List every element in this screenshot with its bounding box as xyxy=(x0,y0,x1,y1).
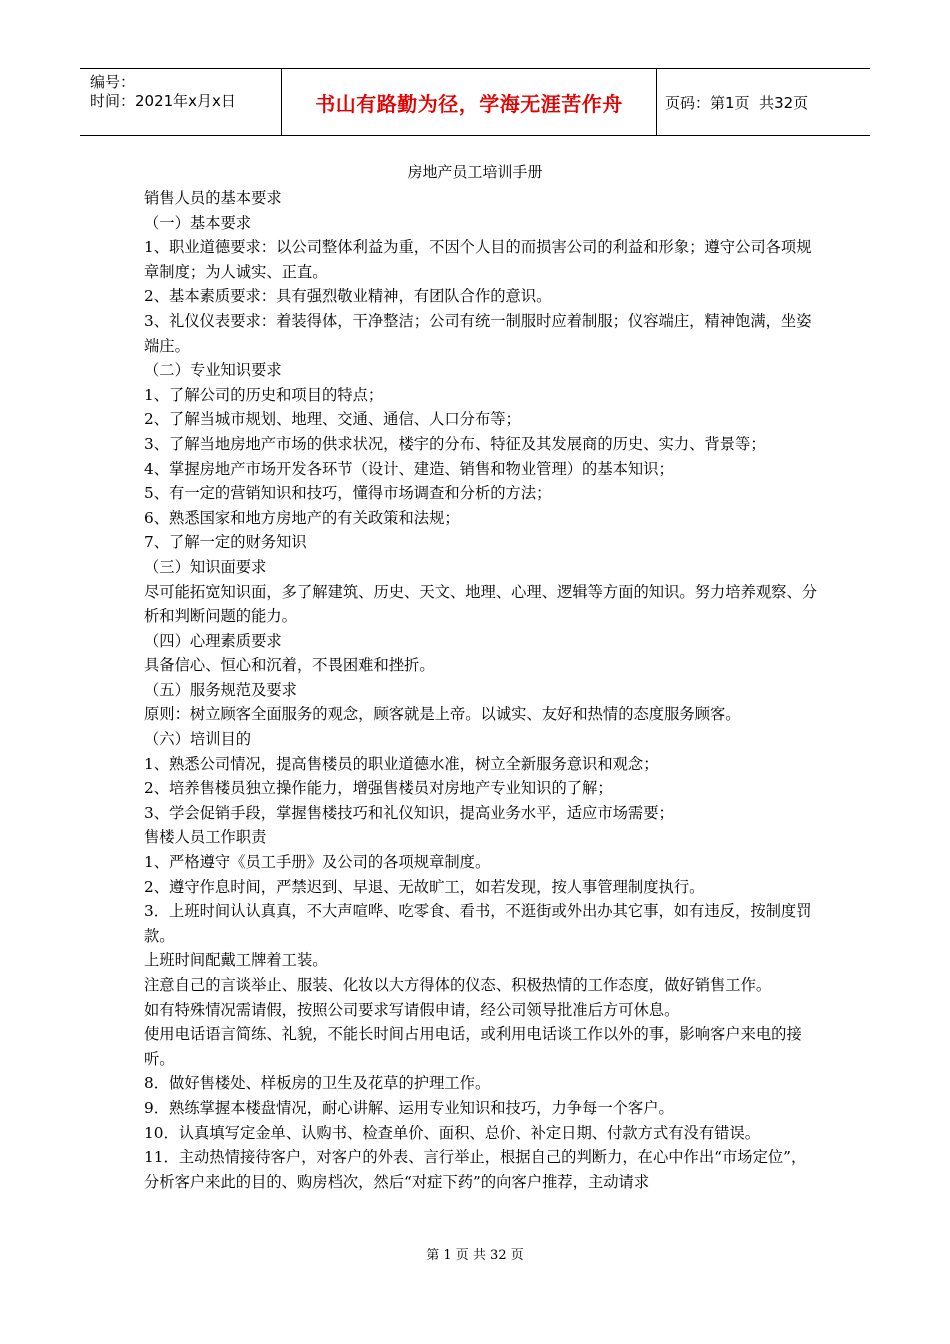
paragraph: （二）专业知识要求 xyxy=(144,361,282,380)
document-number-label: 编号： xyxy=(90,73,136,91)
paragraph: 11．主动热情接待客户，对客户的外表、言行举止，根据自己的判断力，在心中作出“市场定位”，分析客户来此的目的、购房档次，然后“对症下药”的向客户推荐，主动请求 xyxy=(144,1148,807,1191)
paragraph: 10．认真填写定金单、认购书、检查单价、面积、总价、补定日期、付款方式有没有错误。 xyxy=(144,1123,761,1142)
document-body xyxy=(144,186,818,1194)
header-info-cell xyxy=(80,69,282,135)
paragraph: 尽可能拓宽知识面，多了解建筑、历史、天文、地理、心理、逻辑等方面的知识。努力培养观察、分析和判断问题的能力。 xyxy=(144,582,818,626)
paragraph: 售楼人员工作职责 xyxy=(144,828,267,847)
paragraph: 销售人员的基本要求 xyxy=(144,189,282,207)
paragraph: 如有特殊情况需请假，按照公司要求写请假申请，经公司领导批准后方可休息。 xyxy=(144,1000,680,1019)
header-page-info: 页码：第1页 共32页 xyxy=(665,93,809,112)
paragraph: （四）心理素质要求 xyxy=(144,631,282,650)
paragraph: 1、严格遵守《员工手册》及公司的各项规章制度。 xyxy=(144,853,491,872)
paragraph: 2、培养售楼员独立操作能力，增强售楼员对房地产专业知识的了解； xyxy=(144,779,613,798)
paragraph: 3．上班时间认认真真，不大声喧哗、吃零食、看书，不逛街或外出办其它事，如有违反，按制度罚款。 xyxy=(144,902,812,945)
paragraph: 1、职业道德要求：以公司整体利益为重，不因个人目的而损害公司的利益和形象；遵守公司各项规章制度；为人诚实、正直。 xyxy=(144,238,812,281)
paragraph: 2、基本素质要求：具有强烈敬业精神，有团队合作的意识。 xyxy=(144,287,552,306)
paragraph: （六）培训目的 xyxy=(144,730,252,749)
paragraph: 5、有一定的营销知识和技巧，懂得市场调查和分析的方法； xyxy=(144,484,552,503)
paragraph: 注意自己的言谈举止、服装、化妆以大方得体的仪态、积极热情的工作态度，做好销售工作。 xyxy=(144,976,772,994)
page-footer: 第 1 页 共 32 页 xyxy=(426,1248,524,1263)
paragraph: 4、掌握房地产市场开发各环节（设计、建造、销售和物业管理）的基本知识； xyxy=(144,459,674,478)
document-title: 房地产员工培训手册 xyxy=(407,163,543,181)
paragraph: 3、了解当地房地产市场的供求状况，楼宇的分布、特征及其发展商的历史、实力、背景等； xyxy=(144,434,766,453)
document-date-label: 时间：2021年x月x日 xyxy=(90,92,236,110)
paragraph: 1、熟悉公司情况，提高售楼员的职业道德水准，树立全新服务意识和观念； xyxy=(144,754,659,773)
paragraph: 1、了解公司的历史和项目的特点； xyxy=(144,385,384,404)
paragraph: 3、学会促销手段，掌握售楼技巧和礼仪知识，提高业务水平，适应市场需要； xyxy=(144,803,674,822)
paragraph: （五）服务规范及要求 xyxy=(144,680,297,699)
paragraph: 9．熟练掌握本楼盘情况，耐心讲解、运用专业知识和技巧，力争每一个客户。 xyxy=(144,1098,674,1117)
paragraph: 原则：树立顾客全面服务的观念，顾客就是上帝。以诚实、友好和热情的态度服务顾客。 xyxy=(144,705,741,724)
paragraph: 8．做好售楼处、样板房的卫生及花草的护理工作。 xyxy=(144,1074,491,1093)
paragraph: 2、遵守作息时间，严禁迟到、早退、无故旷工，如若发现，按人事管理制度执行。 xyxy=(144,877,705,896)
paragraph: 7、了解一定的财务知识 xyxy=(144,533,307,552)
header-page-info-cell xyxy=(657,69,870,135)
paragraph: 3、礼仪仪表要求：着装得体，干净整洁；公司有统一制服时应着制服；仪容端庄，精神饱满，坐姿端庄。 xyxy=(144,311,812,355)
paragraph: （一）基本要求 xyxy=(144,213,252,232)
paragraph: （三）知识面要求 xyxy=(144,557,267,576)
paragraph: 上班时间配戴工牌着工装。 xyxy=(144,951,328,970)
paragraph: 使用电话语言简练、礼貌，不能长时间占用电话，或利用电话谈工作以外的事，影响客户来电的接听。 xyxy=(144,1025,802,1068)
header-motto: 书山有路勤为径，学海无涯苦作舟 xyxy=(282,69,657,135)
paragraph: 具备信心、恒心和沉着，不畏困难和挫折。 xyxy=(144,656,435,675)
page-header xyxy=(80,68,870,136)
paragraph: 6、熟悉国家和地方房地产的有关政策和法规； xyxy=(144,508,460,527)
paragraph: 2、了解当城市规划、地理、交通、通信、人口分布等； xyxy=(144,410,521,429)
